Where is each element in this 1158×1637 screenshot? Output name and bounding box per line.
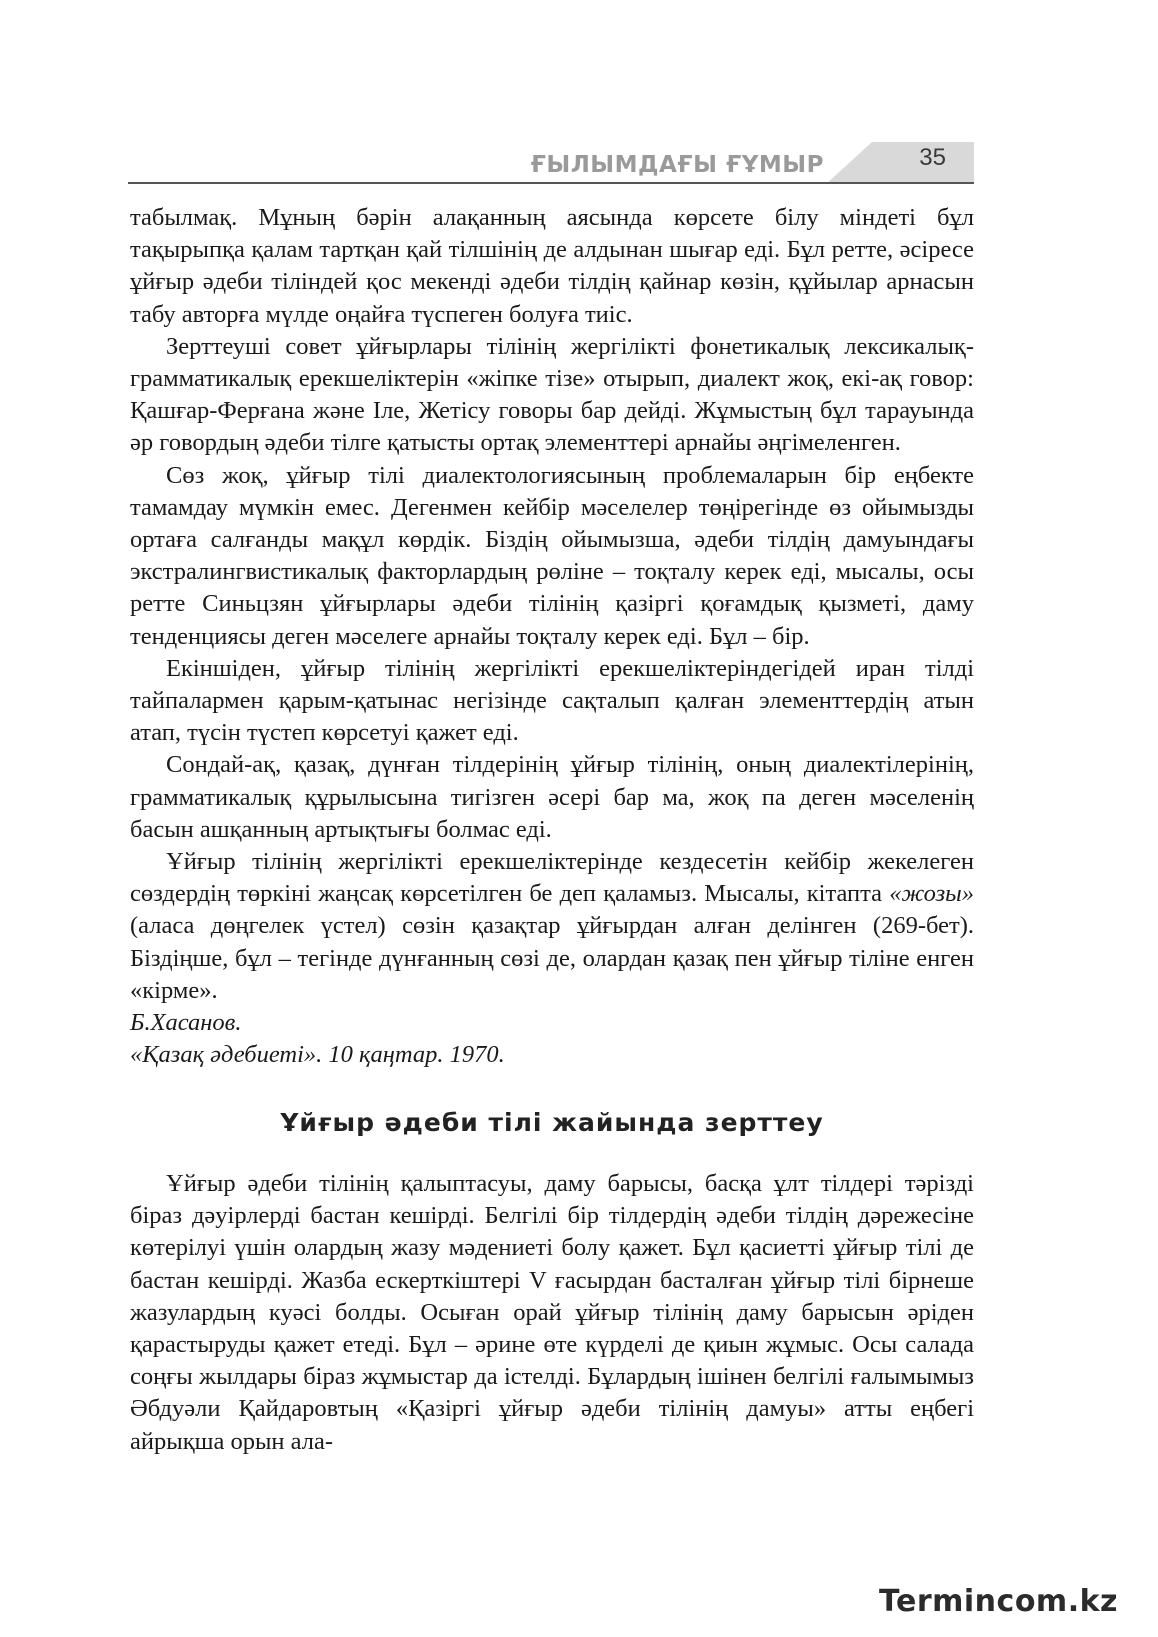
section-paragraph: Ұйғыр әдеби тілінің қалыптасуы, даму барысы, басқа ұлт тілдері тәрізді біраз дәуірлерді бастан кешірді. Белгілі бір тілдердің әдеби тілдің дәрежесіне көтерілуі үшін олардың жазу мәдениеті болу қажет. Бұл қасиетті ұйғыр тілі де бастан кешірді. Жазба ескерткіштері V ғасырдан басталған ұйғыр тілі бірнеше жазулардың куәсі болды. Осыған орай ұйғыр тілінің даму барысын әріден қарастыруды қажет етеді. Бұл – әрине өте күрделі де қиын жұмыс. Осы салада соңғы жылдары біраз жұмыстар да істелді. Бұлардың ішінен белгілі ғалымымыз Әбдуәли Қайдаровтың «Қазіргі ұйғыр әдеби тілінің дамуы» атты еңбегі айрықша орын ала- bbox=[130, 1170, 974, 1455]
running-header-title: ҒЫЛЫМДАҒЫ ҒҰМЫР bbox=[530, 152, 824, 178]
paragraph-2: Зерттеуші совет ұйғырлары тілінің жергілікті фонетикалық лексикалық-грамматикалық ерекшеліктерін «жіпке тізе» отырып, диалект жоқ, екі-ақ говор: Қашғар-Ферғана және Іле, Жетісу говоры бар дейді. Жұмыстың бұл тарауында әр говордың әдеби тілге қатысты ортақ элементтері арнайы әңгімеленген. bbox=[130, 332, 974, 457]
page-number-tab bbox=[826, 138, 974, 184]
paragraph-6 bbox=[130, 846, 974, 1007]
paragraph-6-part-1: Ұйғыр тілінің жергілікті ерекшеліктерінде кездесетін кейбір жекелеген сөздердің төркіні жаңсақ көрсетілген бе деп қаламыз. Мысалы, кітапта bbox=[130, 848, 974, 908]
article-body bbox=[130, 202, 974, 1071]
section-title: Ұйғыр әдеби тілі жайында зерттеу bbox=[280, 1108, 824, 1137]
signature-author: Б.Хасанов. bbox=[130, 1009, 242, 1037]
signature-source: «Қазақ әдебиеті». 10 қаңтар. 1970. bbox=[130, 1041, 505, 1069]
header-rule bbox=[128, 182, 974, 184]
section-body bbox=[130, 1168, 974, 1458]
running-header bbox=[128, 138, 974, 186]
paragraph-4: Екіншіден, ұйғыр тілінің жергілікті ерекшеліктеріндегідей иран тілді тайпалармен қарым-қатынас негізінде сақталып қалған элементтердің атын атап, түсін түстеп көрсетуі қажет еді. bbox=[130, 654, 974, 747]
page-number: 35 bbox=[919, 144, 946, 171]
watermark-text: Termincom.kz bbox=[879, 1584, 1118, 1619]
paragraph-1: табылмақ. Мұның бәрін алақанның аясында көрсете білу міндеті бұл тақырыпқа қалам тартқан қай тілшінің де алдынан шығар еді. Бұл ретте, әсіресе ұйғыр әдеби тіліндей қос мекенді әдеби тілдің қайнар көзін, құйылар арнасын табу авторға мүлде оңайға түспеген болуға тиіс. bbox=[130, 204, 974, 328]
paragraph-3: Сөз жоқ, ұйғыр тілі диалектологиясының проблемаларын бір еңбекте тамамдау мүмкін емес. Дегенмен кейбір мәселелер төңірегінде өз ойымызды ортаға салғанды мақұл көрдік. Біздің ойымызша, әдеби тілдің дамуындағы экстралингвистикалық факторлардың рөліне – тоқталу керек еді, мысалы, осы ретте Синьцзян ұйғырлары әдеби тілінің қазіргі қоғамдық қызметі, даму тенденциясы деген мәселеге арнайы тоқталу керек еді. Бұл – бір. bbox=[130, 461, 974, 650]
paragraph-5: Сондай-ақ, қазақ, дүнған тілдерінің ұйғыр тілінің, оның диалектілерінің, грамматикалық құрылысына тигізген әсері бар ма, жоқ па деген мәселенің басын ашқанның артықтығы болмас еді. bbox=[130, 751, 974, 843]
watermark-logo bbox=[879, 1584, 1118, 1619]
paragraph-6-part-2: (аласа дөңгелек үстел) сөзін қазақтар ұйғырдан алған делінген (269-бет). Біздіңше, бұл – тегінде дүнғанның сөзі де, олардан қазақ пен ұйғыр тіліне енген «кірме». bbox=[130, 912, 974, 1004]
paragraph-6-italic-word: «жозы» bbox=[889, 880, 974, 908]
